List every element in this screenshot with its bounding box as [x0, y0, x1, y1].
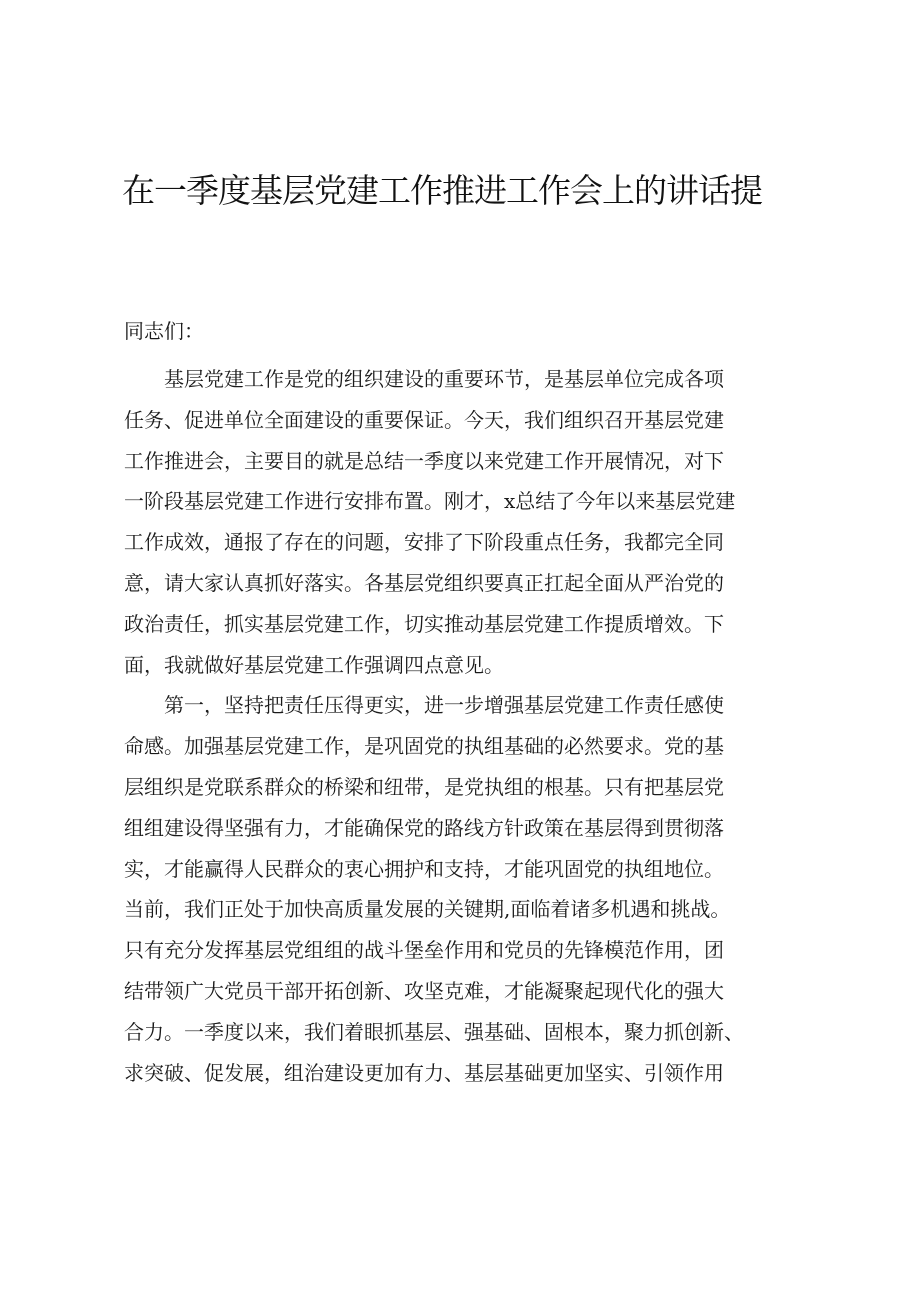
document-body: [124, 359, 824, 1093]
text-line: 组组建设得坚强有力，才能确保党的路线方针政策在基层得到贯彻落: [124, 815, 724, 840]
text-line: 工作成效，通报了存在的问题，安排了下阶段重点任务，我都完全同: [124, 530, 724, 555]
text-line: 工作推进会，主要目的就是总结一季度以来党建工作开展情况，对下: [124, 448, 724, 473]
text-line: 基层党建工作是党的组织建设的重要环节，是基层单位完成各项: [124, 367, 724, 391]
text-line: 只有充分发挥基层党组组的战斗堡垒作用和党员的先锋模范作用，团: [124, 938, 724, 963]
text-line: 一阶段基层党建工作进行安排布置。刚才，x总结了今年以来基层党建: [124, 489, 736, 514]
text-line: 结带领广大党员干部开拓创新、攻坚克难，才能凝聚起现代化的强大: [124, 978, 724, 1003]
text-line: 合力。一季度以来，我们着眼抓基层、强基础、固根本，聚力抓创新、: [124, 1019, 744, 1044]
text-line: 当前，我们正处于加快高质量发展的关键期,面临着诸多机遇和挑战。: [124, 897, 731, 922]
text-line: 第一，坚持把责任压得更实，进一步增强基层党建工作责任感使: [124, 693, 724, 718]
text-line: 任务、促进单位全面建设的重要保证。今天，我们组织召开基层党建: [124, 407, 724, 432]
text-line: 层组织是党联系群众的桥梁和纽带，是党执组的根基。只有把基层党: [124, 774, 724, 799]
paragraph-first-point: [124, 685, 824, 1093]
document-title: 在一季度基层党建工作推进工作会上的讲话提: [122, 171, 762, 210]
text-line: 意，请大家认真抓好落实。各基层党组织要真正扛起全面从严治党的: [124, 570, 724, 595]
text-line: 命感。加强基层党建工作，是巩固党的执组基础的必然要求。党的基: [124, 734, 724, 759]
text-line: 面，我就做好基层党建工作强调四点意见。: [124, 652, 504, 677]
paragraph-intro: [124, 359, 824, 685]
salutation: 同志们：: [124, 319, 204, 343]
text-line: 求突破、促发展，组治建设更加有力、基层基础更加坚实、引领作用: [124, 1060, 724, 1085]
text-line: 政治责任，抓实基层党建工作，切实推动基层党建工作提质增效。下: [124, 611, 724, 636]
text-line: 实，才能赢得人民群众的衷心拥护和支持，才能巩固党的执组地位。: [124, 856, 724, 881]
